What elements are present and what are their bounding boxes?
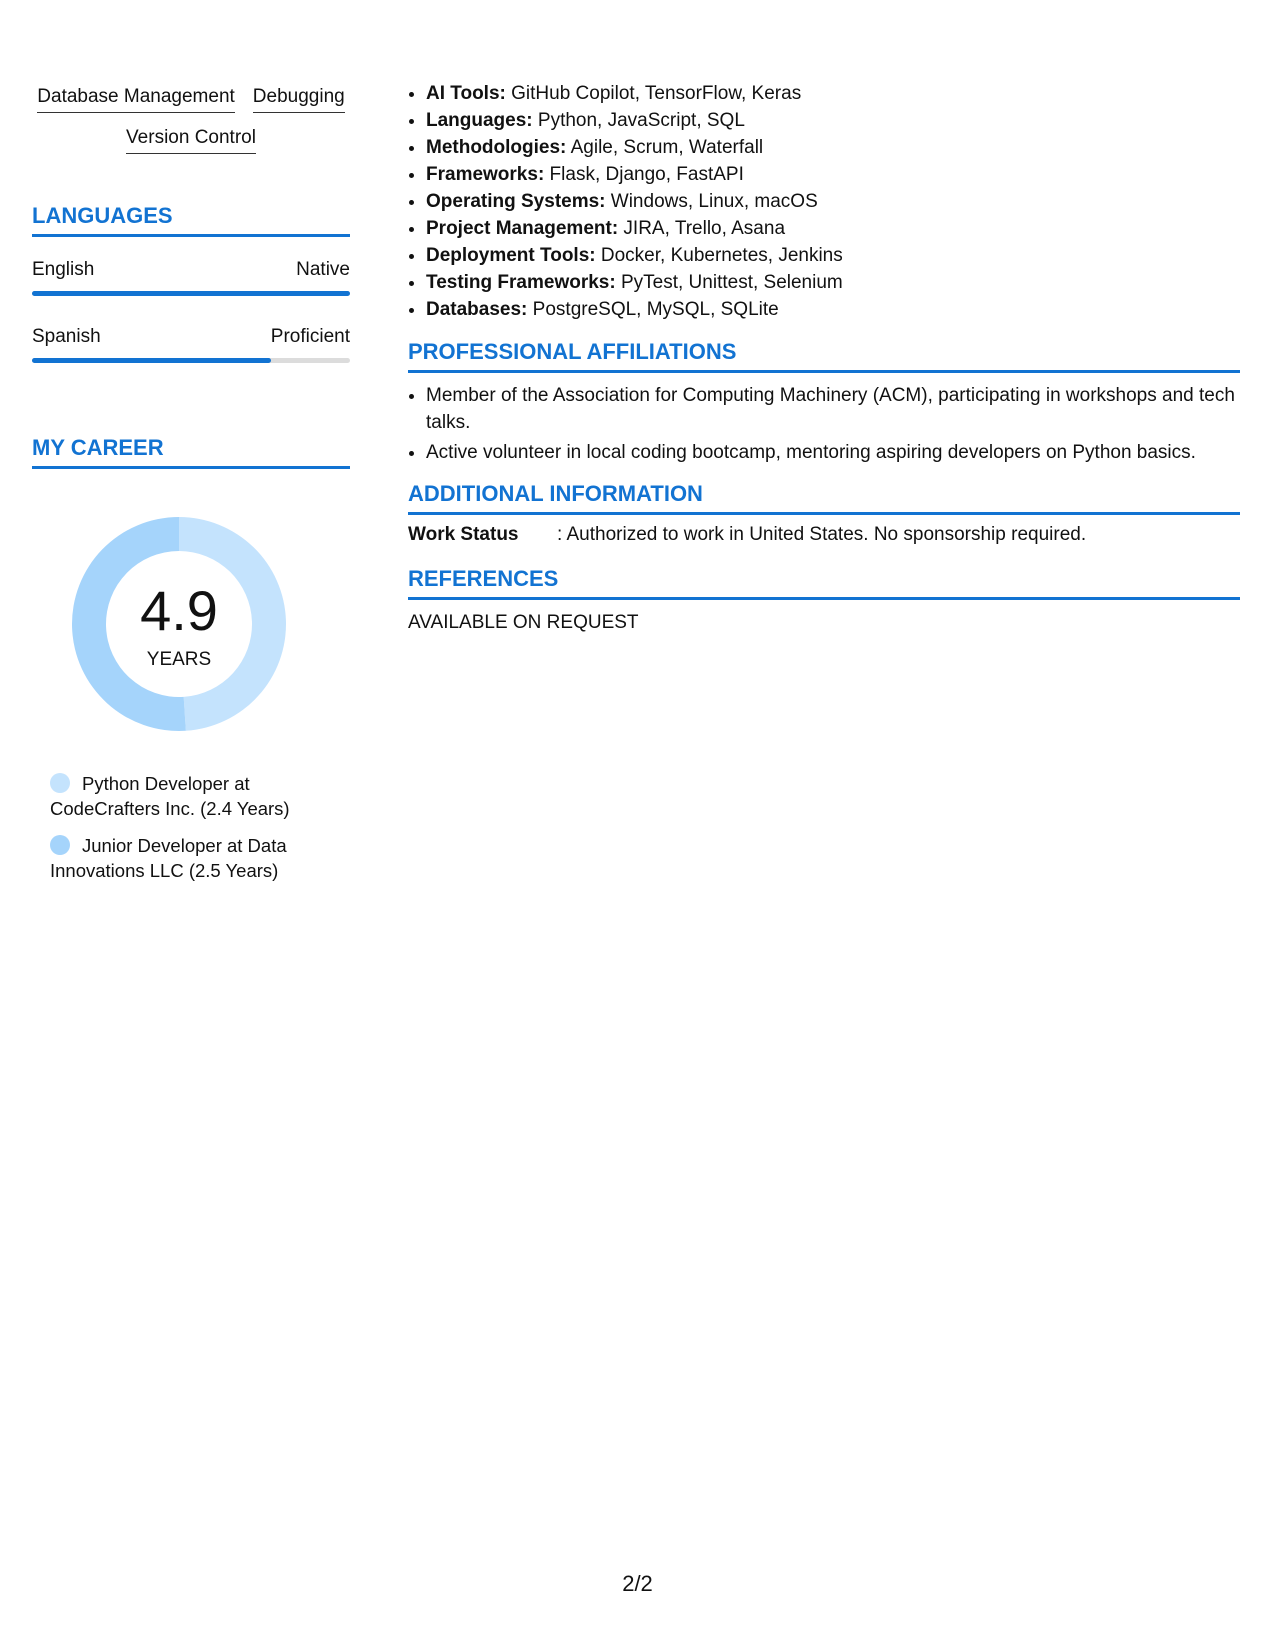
language-bar [32, 358, 350, 363]
skill-tag: Version Control [126, 127, 256, 154]
language-name: English [32, 259, 95, 280]
page-number: 2/2 [622, 1571, 653, 1596]
skill-tag: Database Management [37, 86, 235, 113]
skill-item: • Methodologies: Agile, Scrum, Waterfall [426, 134, 1240, 161]
legend-dot [50, 835, 70, 855]
left-column [32, 80, 350, 895]
legend-label: Python Developer at CodeCrafters Inc. (2.4 Years) [50, 773, 290, 819]
career-legend [32, 771, 350, 883]
language-level: Proficient [270, 326, 350, 347]
work-status-row [408, 524, 1240, 546]
affiliations-title: PROFESSIONAL AFFILIATIONS [408, 339, 1240, 373]
career-section [32, 435, 350, 883]
career-title: MY CAREER [32, 435, 350, 469]
skill-item: • Languages: Python, JavaScript, SQL [426, 107, 1240, 134]
work-status-value: : Authorized to work in United States. No sponsorship required. [557, 524, 1087, 545]
affiliations-list [408, 382, 1240, 466]
skill-tags [32, 86, 350, 154]
skill-item: • Project Management: JIRA, Trello, Asana [426, 215, 1240, 242]
additional-title: ADDITIONAL INFORMATION [408, 481, 1240, 515]
skill-item: • Testing Frameworks: PyTest, Unittest, Selenium [426, 269, 1240, 296]
legend-item [50, 771, 350, 821]
skill-item: • AI Tools: GitHub Copilot, TensorFlow, Keras [426, 80, 1240, 107]
additional-section [408, 481, 1240, 546]
skill-item: • Deployment Tools: Docker, Kubernetes, Jenkins [426, 242, 1240, 269]
languages-section [32, 203, 350, 363]
years-unit: YEARS [146, 649, 212, 670]
skills-list [408, 80, 1240, 323]
legend-label: Junior Developer at Data Innovations LLC (2.5 Years) [50, 835, 287, 881]
language-row [32, 259, 350, 296]
references-title: REFERENCES [408, 566, 1240, 600]
legend-dot [50, 773, 70, 793]
right-column [408, 80, 1240, 634]
language-bar-fill [32, 291, 350, 296]
language-level: Native [296, 259, 350, 280]
skill-tag: Debugging [253, 86, 345, 113]
references-text: AVAILABLE ON REQUEST [408, 612, 639, 633]
languages-title: LANGUAGES [32, 203, 350, 237]
language-bar [32, 291, 350, 296]
affiliation-item: • Active volunteer in local coding bootcamp, mentoring aspiring developers on Python basics. [426, 439, 1240, 466]
skill-item: • Frameworks: Flask, Django, FastAPI [426, 161, 1240, 188]
affiliation-item: • Member of the Association for Computing Machinery (ACM), participating in workshops and tech talks. [426, 382, 1240, 436]
affiliations-section [408, 339, 1240, 466]
career-donut-chart [66, 511, 292, 737]
work-status-label: Work Status [408, 524, 519, 545]
total-years: 4.9 [140, 579, 218, 642]
skill-item: • Operating Systems: Windows, Linux, macOS [426, 188, 1240, 215]
language-bar-fill [32, 358, 271, 363]
references-section [408, 566, 1240, 634]
skill-item: • Databases: PostgreSQL, MySQL, SQLite [426, 296, 1240, 323]
language-row [32, 326, 350, 363]
legend-item [50, 833, 350, 883]
language-name: Spanish [32, 326, 101, 347]
